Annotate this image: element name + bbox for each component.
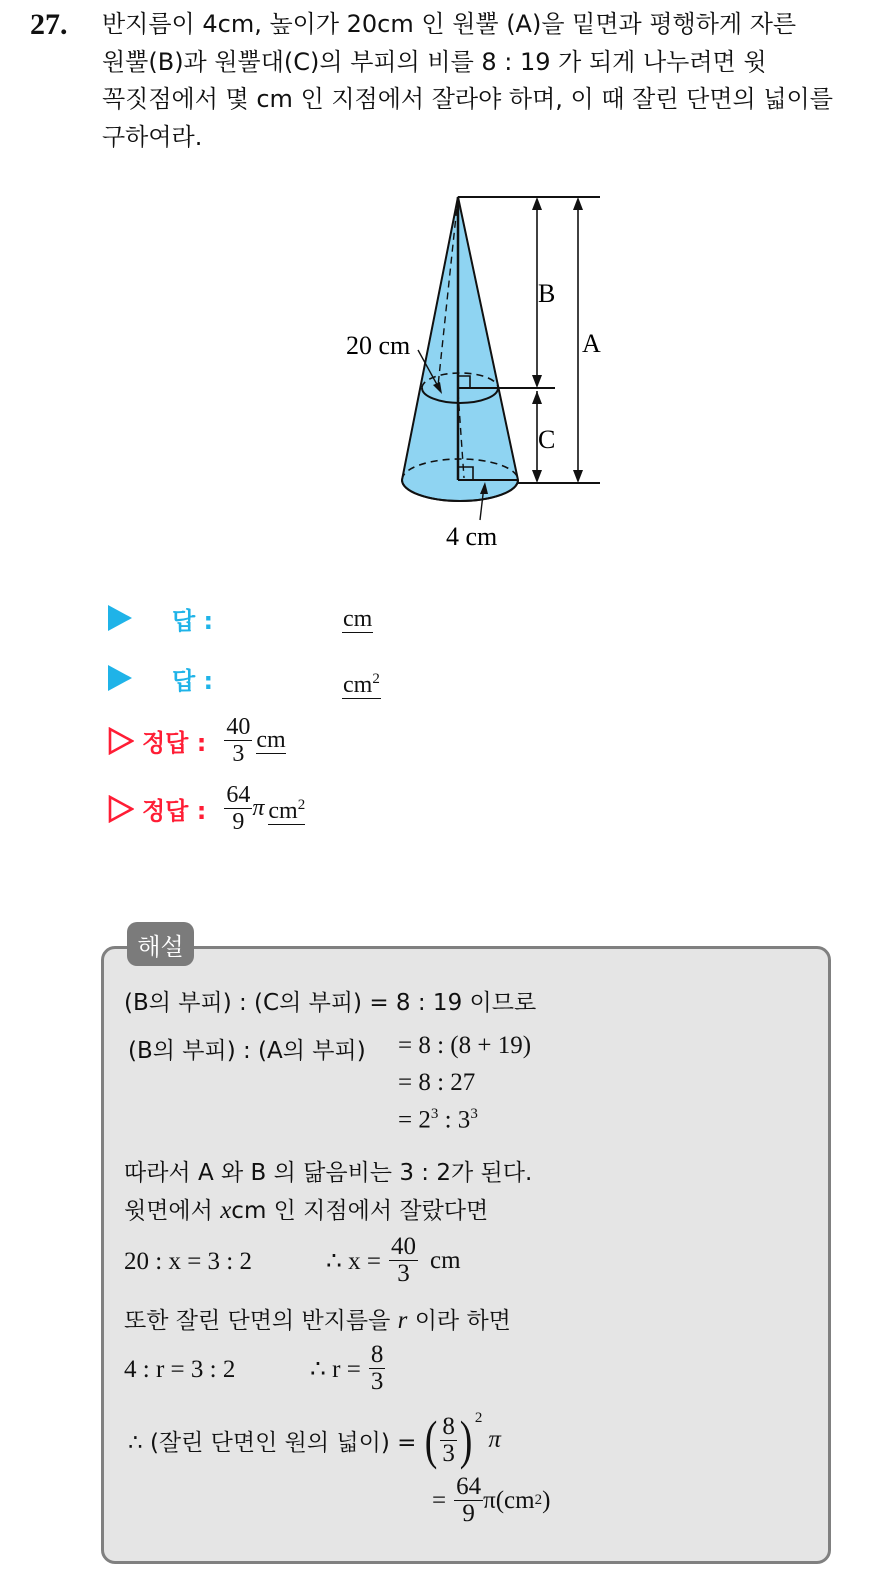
solution-value: $\frac{64}{9}$ π $cm^2$ bbox=[226, 782, 306, 835]
outline-triangle-icon bbox=[108, 727, 134, 755]
exp-line: (B의 부피) : (C의 부피) = 8 : 19 이므로 bbox=[124, 990, 537, 1016]
answer-blank[interactable]: $cm^2$ bbox=[342, 666, 381, 699]
solution-row bbox=[108, 714, 286, 767]
solution-label: 정답 : bbox=[142, 729, 207, 757]
exp-line: 따라서 A 와 B 의 닮음비는 3 : 2가 된다. bbox=[124, 1160, 533, 1186]
problem-line: 원뿔(B)과 원뿔대(C)의 부피의 비를 8 : 19 가 되게 나누려면 윗 bbox=[102, 47, 767, 76]
play-triangle-icon bbox=[108, 605, 132, 631]
exp-line: 20 : x = 3 : 2 bbox=[124, 1248, 252, 1275]
exp-line: = 8 : (8 + 19) bbox=[398, 1032, 532, 1059]
exp-line: ∴ (잘린 단면인 원의 넓이) = ( $\frac{8}{3}$ ) $^2$ π bbox=[128, 1410, 501, 1470]
explanation-tab: 해설 bbox=[127, 922, 194, 966]
exp-line: 또한 잘린 단면의 반지름을 r 이라 하면 bbox=[124, 1307, 511, 1334]
solution-row bbox=[108, 782, 305, 835]
cone-diagram bbox=[330, 180, 650, 560]
exp-line: ∴ r = $\frac{8}{3}$ bbox=[310, 1341, 384, 1395]
play-triangle-icon bbox=[108, 665, 132, 691]
label-20cm: 20 cm bbox=[346, 331, 411, 360]
label-A: A bbox=[582, 329, 601, 358]
label-4cm: 4 cm bbox=[446, 522, 498, 551]
exp-line: 윗면에서 xcm 인 지점에서 잘랐다면 bbox=[124, 1197, 489, 1224]
cone-figure bbox=[330, 180, 650, 560]
problem-line: 반지름이 4cm, 높이가 20cm 인 원뿔 (A)을 밑면과 평행하게 자른 bbox=[102, 10, 797, 38]
exp-line: = $2^3$ : $3^3$ bbox=[398, 1106, 478, 1134]
answer-blank[interactable]: cm bbox=[343, 606, 373, 632]
answer-row bbox=[108, 658, 213, 698]
label-B: B bbox=[538, 279, 556, 308]
problem-text bbox=[102, 6, 854, 156]
problem-number: 27. bbox=[30, 8, 68, 41]
solution-label: 정답 : bbox=[142, 797, 207, 825]
answer-label: 답 : bbox=[172, 666, 214, 695]
answer-row bbox=[108, 598, 213, 638]
problem-line: 구하여라. bbox=[102, 122, 203, 151]
exp-line: 4 : r = 3 : 2 bbox=[124, 1356, 236, 1383]
outline-triangle-icon bbox=[108, 795, 134, 823]
exp-line: (B의 부피) : (A의 부피) bbox=[128, 1038, 366, 1064]
cone-body bbox=[402, 197, 518, 501]
solution-value: $\frac{40}{3}$ cm bbox=[226, 714, 286, 767]
exp-line: = 8 : 27 bbox=[398, 1069, 476, 1096]
problem-line: 꼭짓점에서 몇 cm 인 지점에서 잘라야 하며, 이 때 잘린 단면의 넓이를 bbox=[102, 85, 833, 113]
answer-label: 답 : bbox=[172, 606, 214, 635]
label-C: C bbox=[538, 425, 556, 454]
exp-line: ∴ x = $\frac{40}{3}$ cm bbox=[326, 1233, 461, 1287]
exp-line: = $\frac{64}{9}$ π(cm 2 ) bbox=[432, 1473, 551, 1527]
